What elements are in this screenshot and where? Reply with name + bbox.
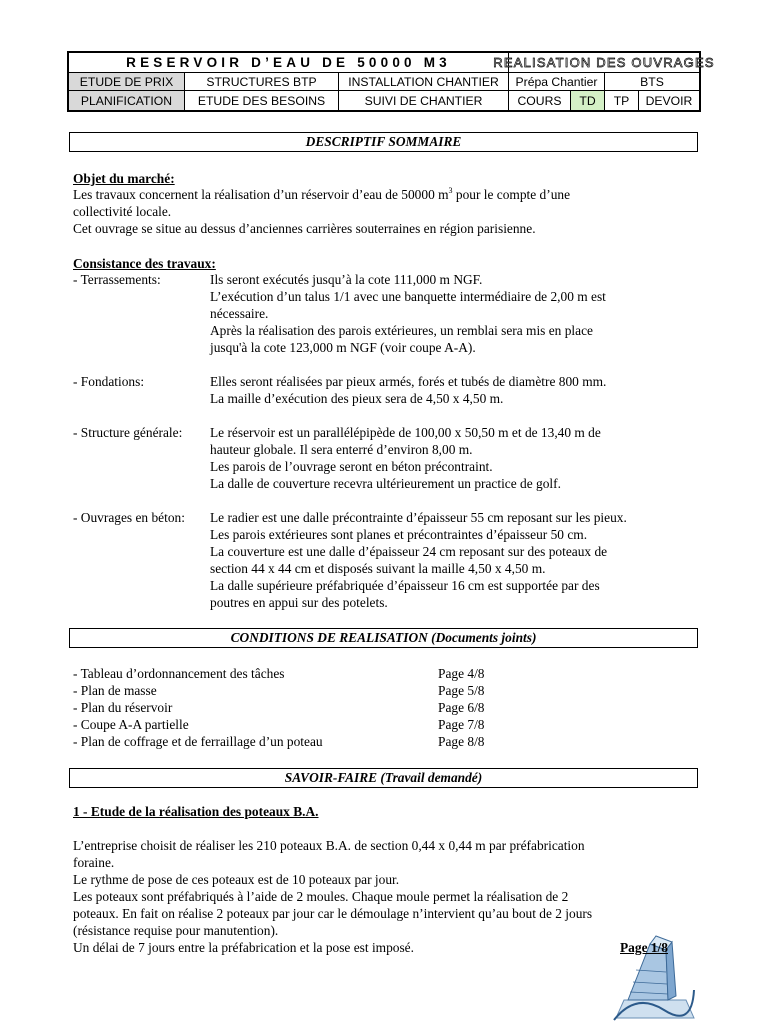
- terrassements-line: Ils seront exécutés jusqu’à la cote 111,000 m NGF.: [210, 272, 483, 287]
- ouvrages-line: poutres en appui sur des potelets.: [210, 595, 388, 610]
- etude-line: (résistance requise pour manutention).: [73, 923, 279, 938]
- item-label-fondations: - Fondations:: [73, 374, 145, 389]
- cell-devoir: DEVOIR: [645, 93, 693, 108]
- item-label-ouvrages: - Ouvrages en béton:: [73, 510, 185, 525]
- objet-line-1-sup: 3: [448, 186, 453, 195]
- structure-line: La dalle de couverture recevra ultérieurement un practice de golf.: [210, 476, 561, 491]
- document-page: Page 6/8: [438, 700, 485, 715]
- structure-line: Le réservoir est un parallélépipède de 100,00 x 50,50 m et de 13,40 m de: [210, 425, 601, 440]
- etude-line: L’entreprise choisit de réaliser les 210 poteaux B.A. de section 0,44 x 0,44 m par préfabrication: [73, 838, 585, 853]
- section-conditions: CONDITIONS DE REALISATION (Documents joints): [69, 628, 698, 648]
- etude-heading: 1 - Etude de la réalisation des poteaux B.A.: [73, 804, 319, 819]
- objet-line-3: Cet ouvrage se situe au dessus d’anciennes carrières souterraines en région parisienne.: [73, 221, 536, 236]
- document-item: - Coupe A-A partielle: [73, 717, 189, 732]
- document-page: Page 8/8: [438, 734, 485, 749]
- ouvrages-line: La dalle supérieure préfabriquée d’épaisseur 16 cm est supportée par des: [210, 578, 600, 593]
- structure-line: hauteur globale. Il sera enterré d’environ 8,00 m.: [210, 442, 473, 457]
- header-row-2: [69, 73, 699, 91]
- ouvrages-line: Les parois extérieures sont planes et précontraintes d’épaisseur 50 cm.: [210, 527, 588, 542]
- document-item: - Plan de coffrage et de ferraillage d’un poteau: [73, 734, 323, 749]
- cell-structures-btp: STRUCTURES BTP: [185, 73, 339, 91]
- document-subtitle: REALISATION DES OUVRAGES: [509, 53, 699, 73]
- etude-line: foraine.: [73, 855, 115, 870]
- cell-suivi-de-chantier: SUIVI DE CHANTIER: [339, 91, 509, 110]
- header-table: [67, 51, 715, 112]
- objet-line-2: collectivité locale.: [73, 204, 172, 219]
- cell-tp: TP: [605, 91, 639, 110]
- fondations-line: Elles seront réalisées par pieux armés, forés et tubés de diamètre 800 mm.: [210, 374, 607, 389]
- header-row-3: [69, 91, 699, 110]
- cell-installation-chantier: INSTALLATION CHANTIER: [339, 73, 509, 91]
- document-item: - Plan de masse: [73, 683, 157, 698]
- document-item: - Tableau d’ordonnancement des tâches: [73, 666, 285, 681]
- cell-etude-des-besoins: ETUDE DES BESOINS: [185, 91, 339, 110]
- item-label-terrassements: - Terrassements:: [73, 272, 161, 287]
- cell-prepa-chantier: Prépa Chantier: [509, 73, 605, 91]
- terrassements-line: L’exécution d’un talus 1/1 avec une banquette intermédiaire de 2,00 m est: [210, 289, 606, 304]
- cell-cours: COURS: [509, 91, 571, 110]
- document-item: - Plan du réservoir: [73, 700, 173, 715]
- consistance-heading: Consistance des travaux:: [73, 256, 216, 271]
- document-page: Page 5/8: [438, 683, 485, 698]
- objet-line-1-text: Les travaux concernent la réalisation d’un réservoir d’eau de 50000 m: [73, 187, 449, 202]
- ouvrages-line: Le radier est une dalle précontrainte d’épaisseur 55 cm reposant sur les pieux.: [210, 510, 627, 525]
- objet-heading: Objet du marché:: [73, 171, 175, 186]
- cell-planification: PLANIFICATION: [69, 91, 185, 110]
- structure-line: Les parois de l’ouvrage seront en béton précontraint.: [210, 459, 493, 474]
- header-row-title: [69, 53, 715, 73]
- ouvrages-line: La couverture est une dalle d’épaisseur 24 cm reposant sur des poteaux de: [210, 544, 608, 559]
- page-number: Page 1/8: [620, 940, 668, 955]
- objet-line-1-end: pour le compte d’une: [452, 187, 571, 202]
- section-descriptif: DESCRIPTIF SOMMAIRE: [69, 132, 698, 152]
- item-label-structure: - Structure générale:: [73, 425, 183, 440]
- terrassements-line: jusqu'à la cote 123,000 m NGF (voir coupe A-A).: [210, 340, 476, 355]
- terrassements-line: Après la réalisation des parois extérieures, un remblai sera mis en place: [210, 323, 593, 338]
- cell-bts: BTS: [605, 73, 699, 91]
- etude-line: Les poteaux sont préfabriqués à l’aide de 2 moules. Chaque moule permet la réalisation de 2: [73, 889, 569, 904]
- objet-line-1: [73, 186, 570, 203]
- ouvrages-line: section 44 x 44 cm et disposés suivant la maille 4,50 x 4,50 m.: [210, 561, 546, 576]
- cell-etude-de-prix: ETUDE DE PRIX: [69, 73, 185, 91]
- etude-line: poteaux. En fait on réalise 2 poteaux par jour car le démoulage n’intervient qu’au bout de 2 jours: [73, 906, 593, 921]
- fondations-line: La maille d’exécution des pieux sera de 4,50 x 4,50 m.: [210, 391, 504, 406]
- etude-line: Le rythme de pose de ces poteaux est de 10 poteaux par jour.: [73, 872, 400, 887]
- document-title: RESERVOIR D’EAU DE 50000 M3: [69, 53, 509, 73]
- document-page: Page 7/8: [438, 717, 485, 732]
- section-savoir-faire: SAVOIR-FAIRE (Travail demandé): [69, 768, 698, 788]
- document-page: Page 4/8: [438, 666, 485, 681]
- etude-line: Un délai de 7 jours entre la préfabrication et la pose est imposé.: [73, 940, 414, 955]
- terrassements-line: nécessaire.: [210, 306, 269, 321]
- cell-td: TD: [571, 91, 605, 110]
